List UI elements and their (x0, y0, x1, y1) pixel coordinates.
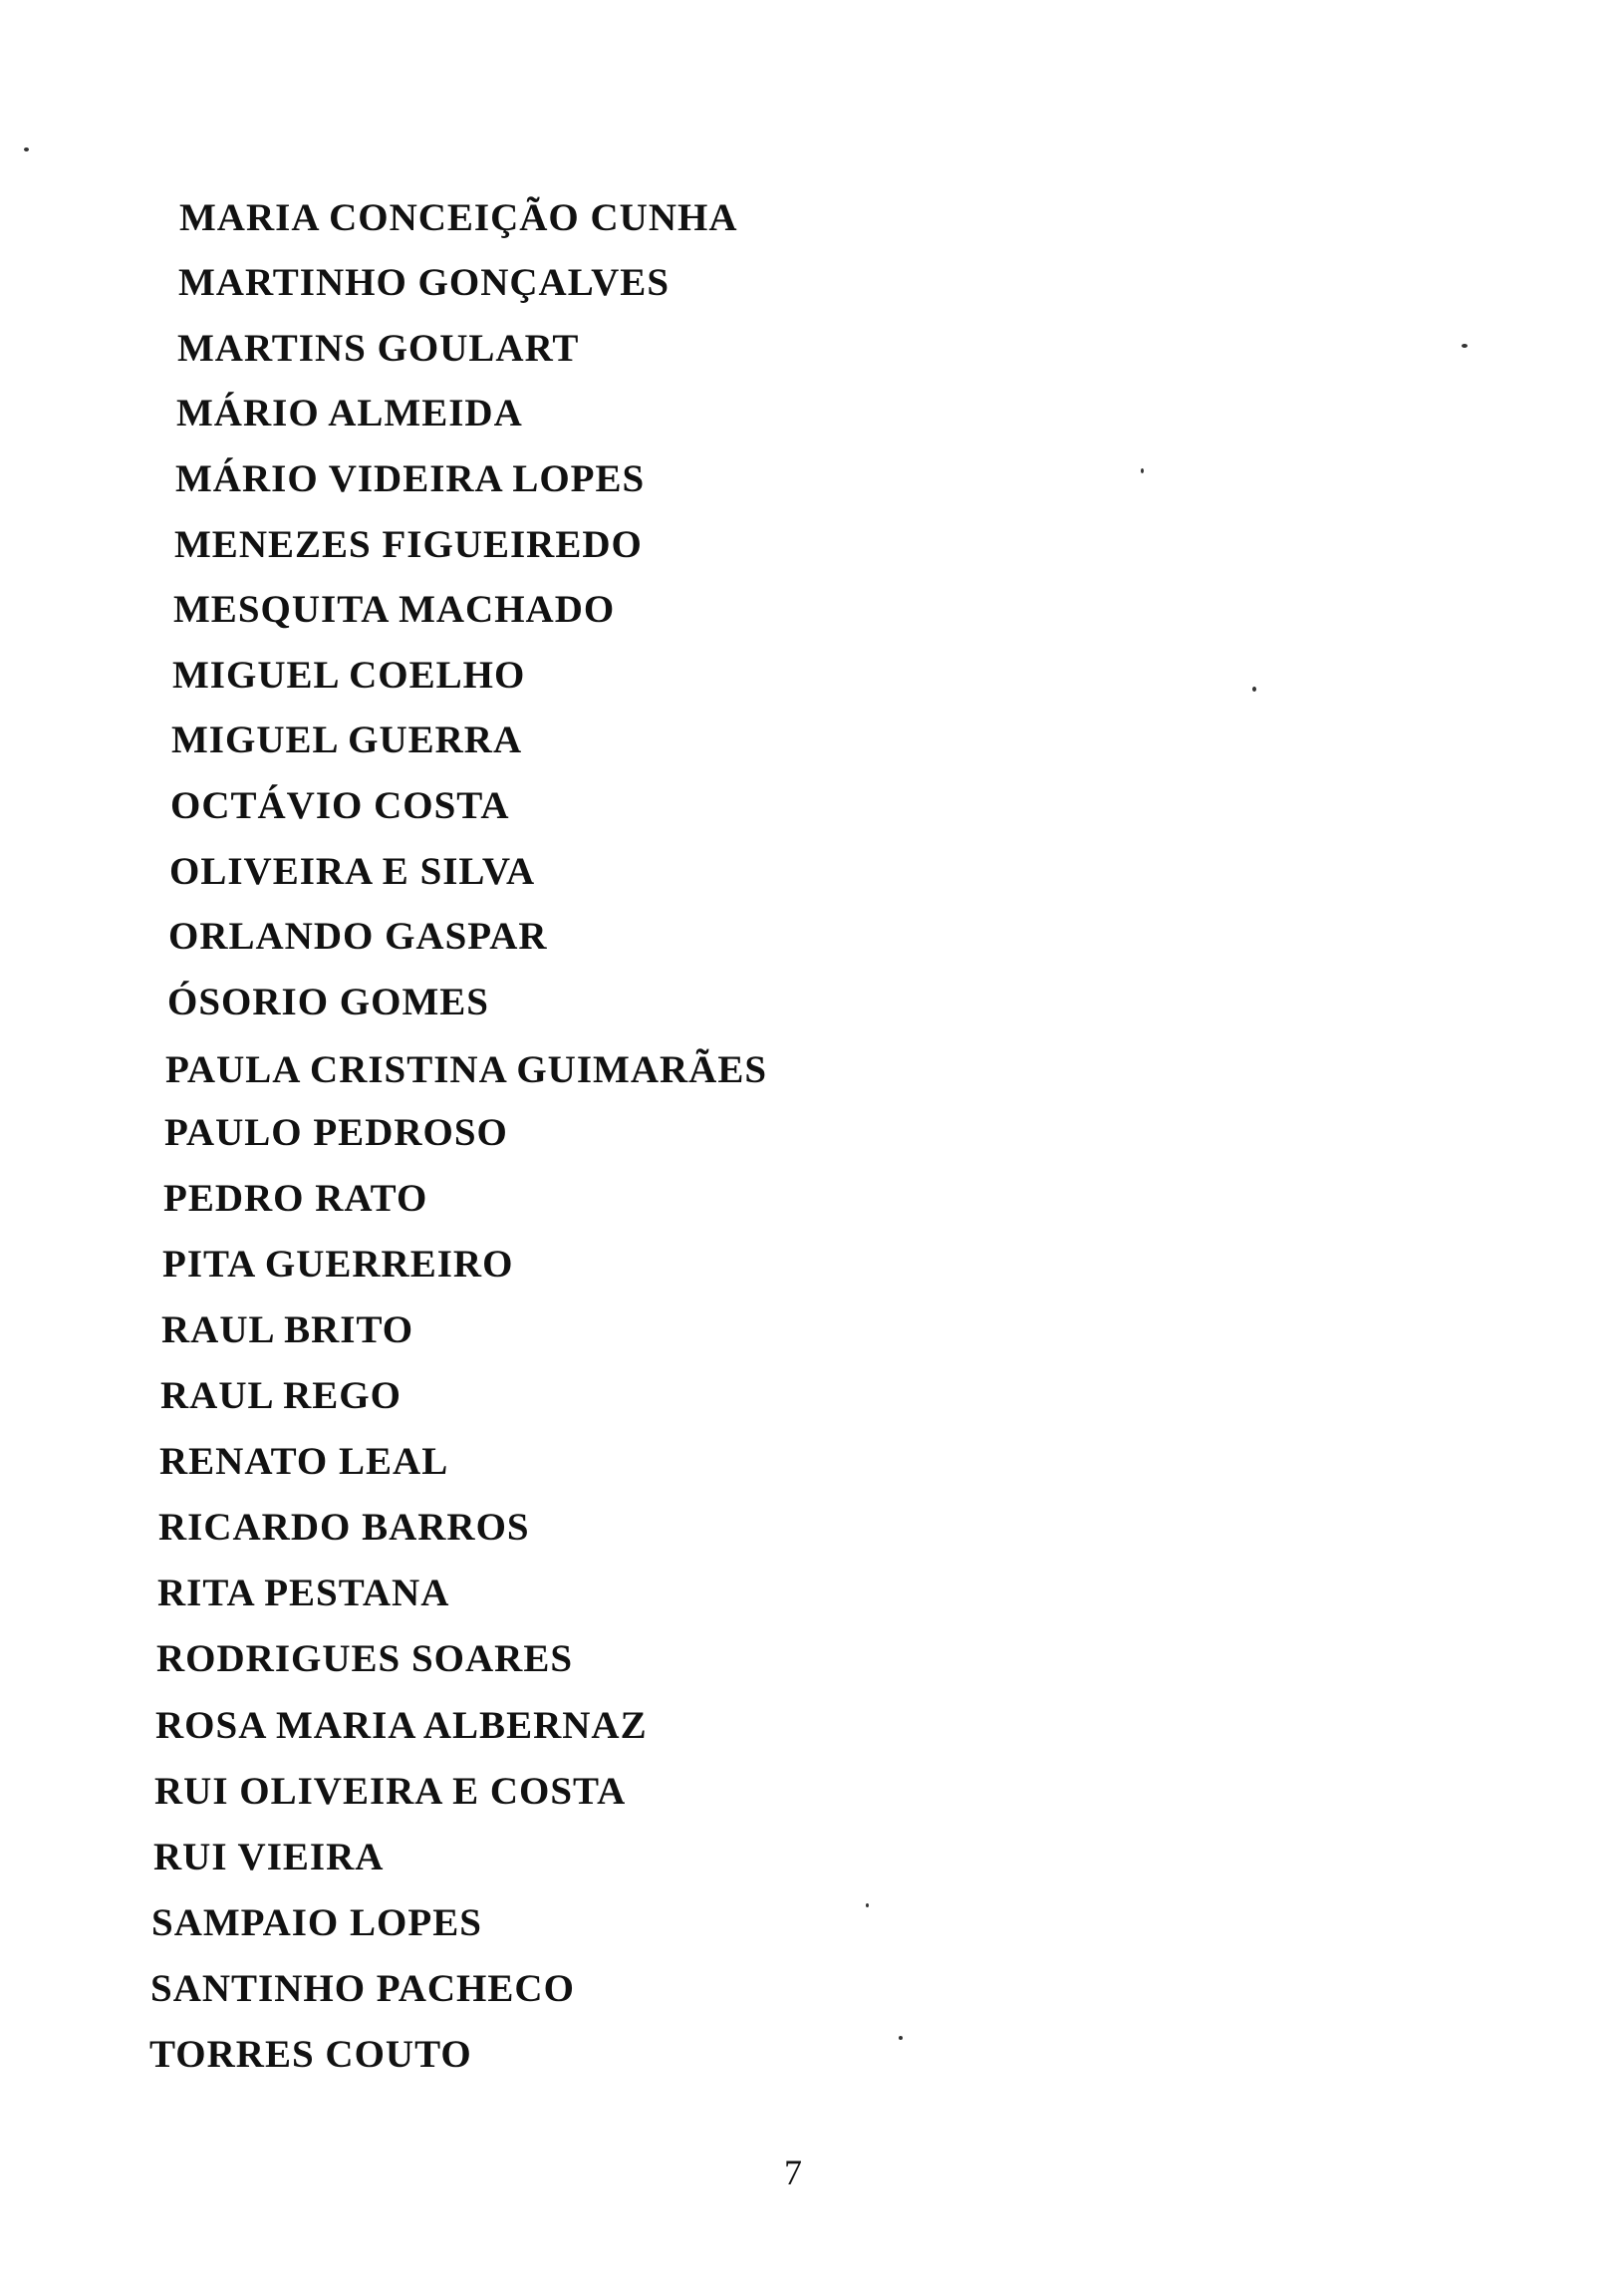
list-item: PITA GUERREIRO (162, 1243, 514, 1286)
scan-speck (1141, 468, 1144, 473)
scan-speck (866, 1903, 869, 1907)
list-item: RITA PESTANA (157, 1572, 450, 1614)
list-item: MÁRIO ALMEIDA (176, 392, 523, 434)
list-item: OCTÁVIO COSTA (170, 784, 510, 827)
list-item: MARIA CONCEIÇÃO CUNHA (179, 196, 738, 239)
list-item: MARTINS GOULART (177, 327, 580, 370)
list-item: PEDRO RATO (163, 1177, 428, 1220)
list-item: PAULA CRISTINA GUIMARÃES (165, 1048, 768, 1091)
page-number: 7 (784, 2152, 802, 2192)
scan-speck (24, 147, 29, 151)
list-item: MESQUITA MACHADO (173, 588, 616, 631)
list-item: SAMPAIO LOPES (151, 1901, 482, 1944)
list-item: RAUL BRITO (161, 1308, 414, 1351)
list-item: ROSA MARIA ALBERNAZ (155, 1704, 648, 1747)
list-item: RENATO LEAL (159, 1440, 449, 1483)
list-item: MÁRIO VIDEIRA LOPES (175, 457, 646, 500)
list-item: MIGUEL COELHO (172, 654, 526, 697)
list-item: SANTINHO PACHECO (150, 1967, 575, 2010)
list-item: ORLANDO GASPAR (168, 915, 548, 958)
scan-speck (899, 2036, 903, 2040)
list-item: ÓSORIO GOMES (167, 981, 489, 1023)
list-item: RAUL REGO (160, 1374, 402, 1417)
list-item: RICARDO BARROS (158, 1506, 530, 1549)
scan-speck (1252, 687, 1256, 692)
scan-speck (1462, 344, 1468, 348)
list-item: MARTINHO GONÇALVES (178, 261, 671, 304)
list-item: RUI OLIVEIRA E COSTA (154, 1770, 627, 1813)
list-item: RODRIGUES SOARES (156, 1637, 574, 1680)
list-item: MIGUEL GUERRA (171, 718, 523, 761)
list-item: OLIVEIRA E SILVA (169, 850, 536, 893)
list-item: PAULO PEDROSO (164, 1111, 508, 1154)
list-item: TORRES COUTO (149, 2033, 472, 2076)
list-item: RUI VIEIRA (153, 1836, 385, 1878)
list-item: MENEZES FIGUEIREDO (174, 523, 643, 566)
